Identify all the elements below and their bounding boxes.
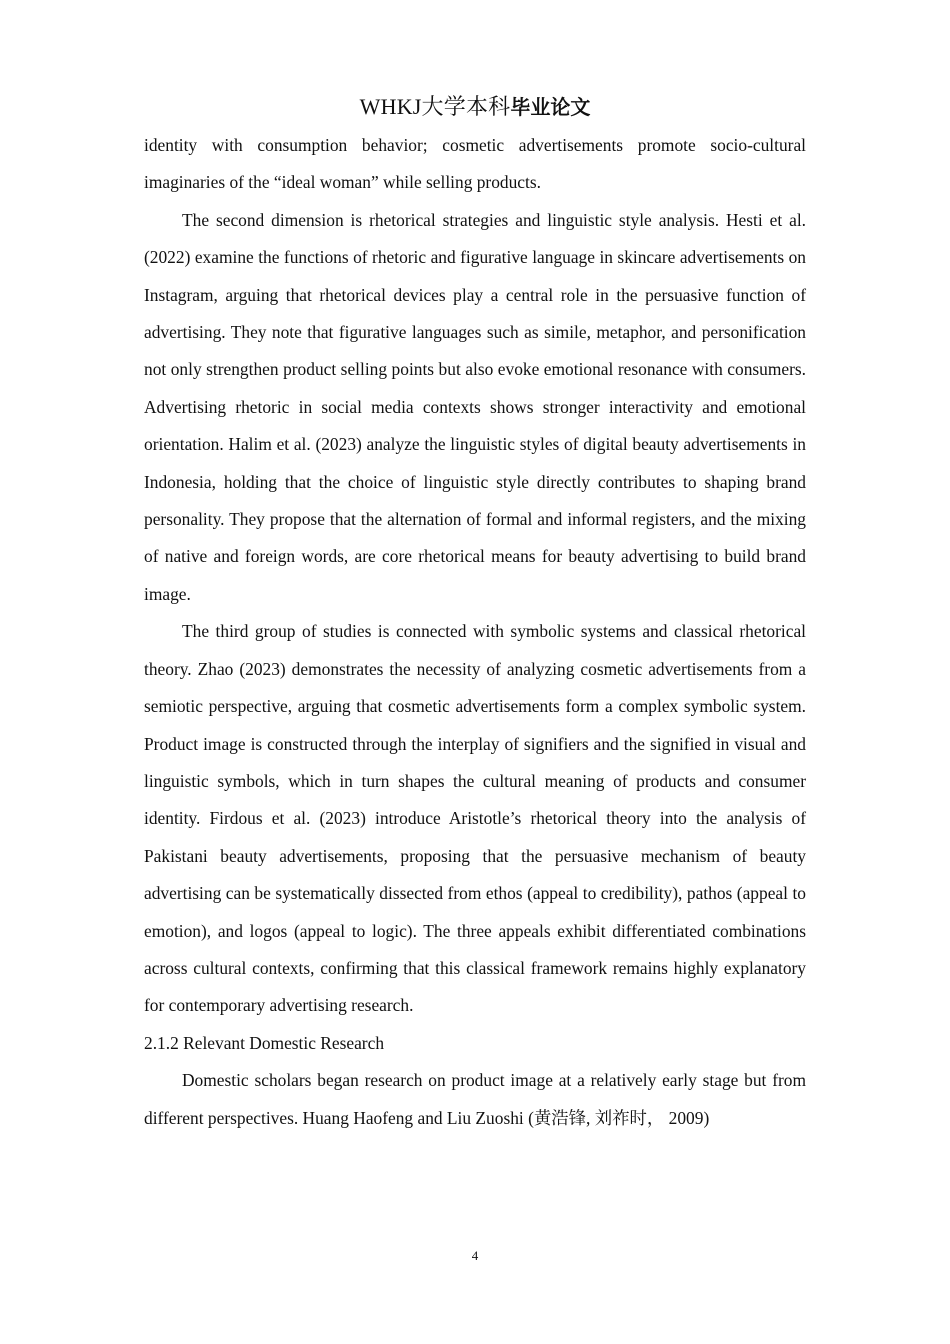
body-text: [144, 127, 806, 1137]
header-title-main: WHKJ大学本科: [359, 94, 511, 119]
page-number: 4: [471, 1248, 479, 1263]
page-header: [0, 92, 950, 122]
paragraph-domestic-research: Domestic scholars began research on product image at a relatively early stage but from different perspectives. Huang Haofeng and Liu Zuoshi (黄浩锋, 刘祚时， 2009): [144, 1070, 806, 1128]
paragraph-continued: identity with consumption behavior; cosmetic advertisements promote socio-cultural imaginaries of the “ideal woman” while selling products.: [144, 135, 806, 193]
header-title-bold: 毕业论文: [510, 95, 591, 119]
paragraph-symbolic-systems: The third group of studies is connected with symbolic systems and classical rhetorical theory. Zhao (2023) demonstrates the necessity of analyzing cosmetic advertisements from a semiotic perspective, arguing that cosmetic advertisements form a complex symbolic system. Product image is constructed through the interplay of signifiers and the signified in visual and linguistic symbols, which in turn shapes the cultural meaning of products and consumer identity. Firdous et al. (2023) introduce Aristotle’s rhetorical theory into the analysis of Pakistani beauty advertisements, proposing that the persuasive mechanism of beauty advertising can be systematically dissected from ethos (appeal to credibility), pathos (appeal to emotion), and logos (appeal to logic). The three appeals exhibit differentiated combinations across cultural contexts, confirming that this classical framework remains highly explanatory for contemporary advertising research.: [144, 621, 806, 1016]
paragraph-rhetorical-strategies: The second dimension is rhetorical strategies and linguistic style analysis. Hesti et al. (2022) examine the functions of rhetoric and figurative language in skincare advertisements on Instagram, arguing that rhetorical devices play a central role in the persuasive function of advertising. They note that figurative languages such as simile, metaphor, and personification not only strengthen product selling points but also evoke emotional resonance with consumers. Advertising rhetoric in social media contexts shows stronger interactivity and emotional orientation. Halim et al. (2023) analyze the linguistic styles of digital beauty advertisements in Indonesia, holding that the choice of linguistic style directly contributes to shaping brand personality. They propose that the alternation of formal and informal registers, and the mixing of native and foreign words, are core rhetorical means for beauty advertising to build brand image.: [144, 209, 806, 604]
section-heading: 2.1.2 Relevant Domestic Research: [144, 1032, 385, 1053]
